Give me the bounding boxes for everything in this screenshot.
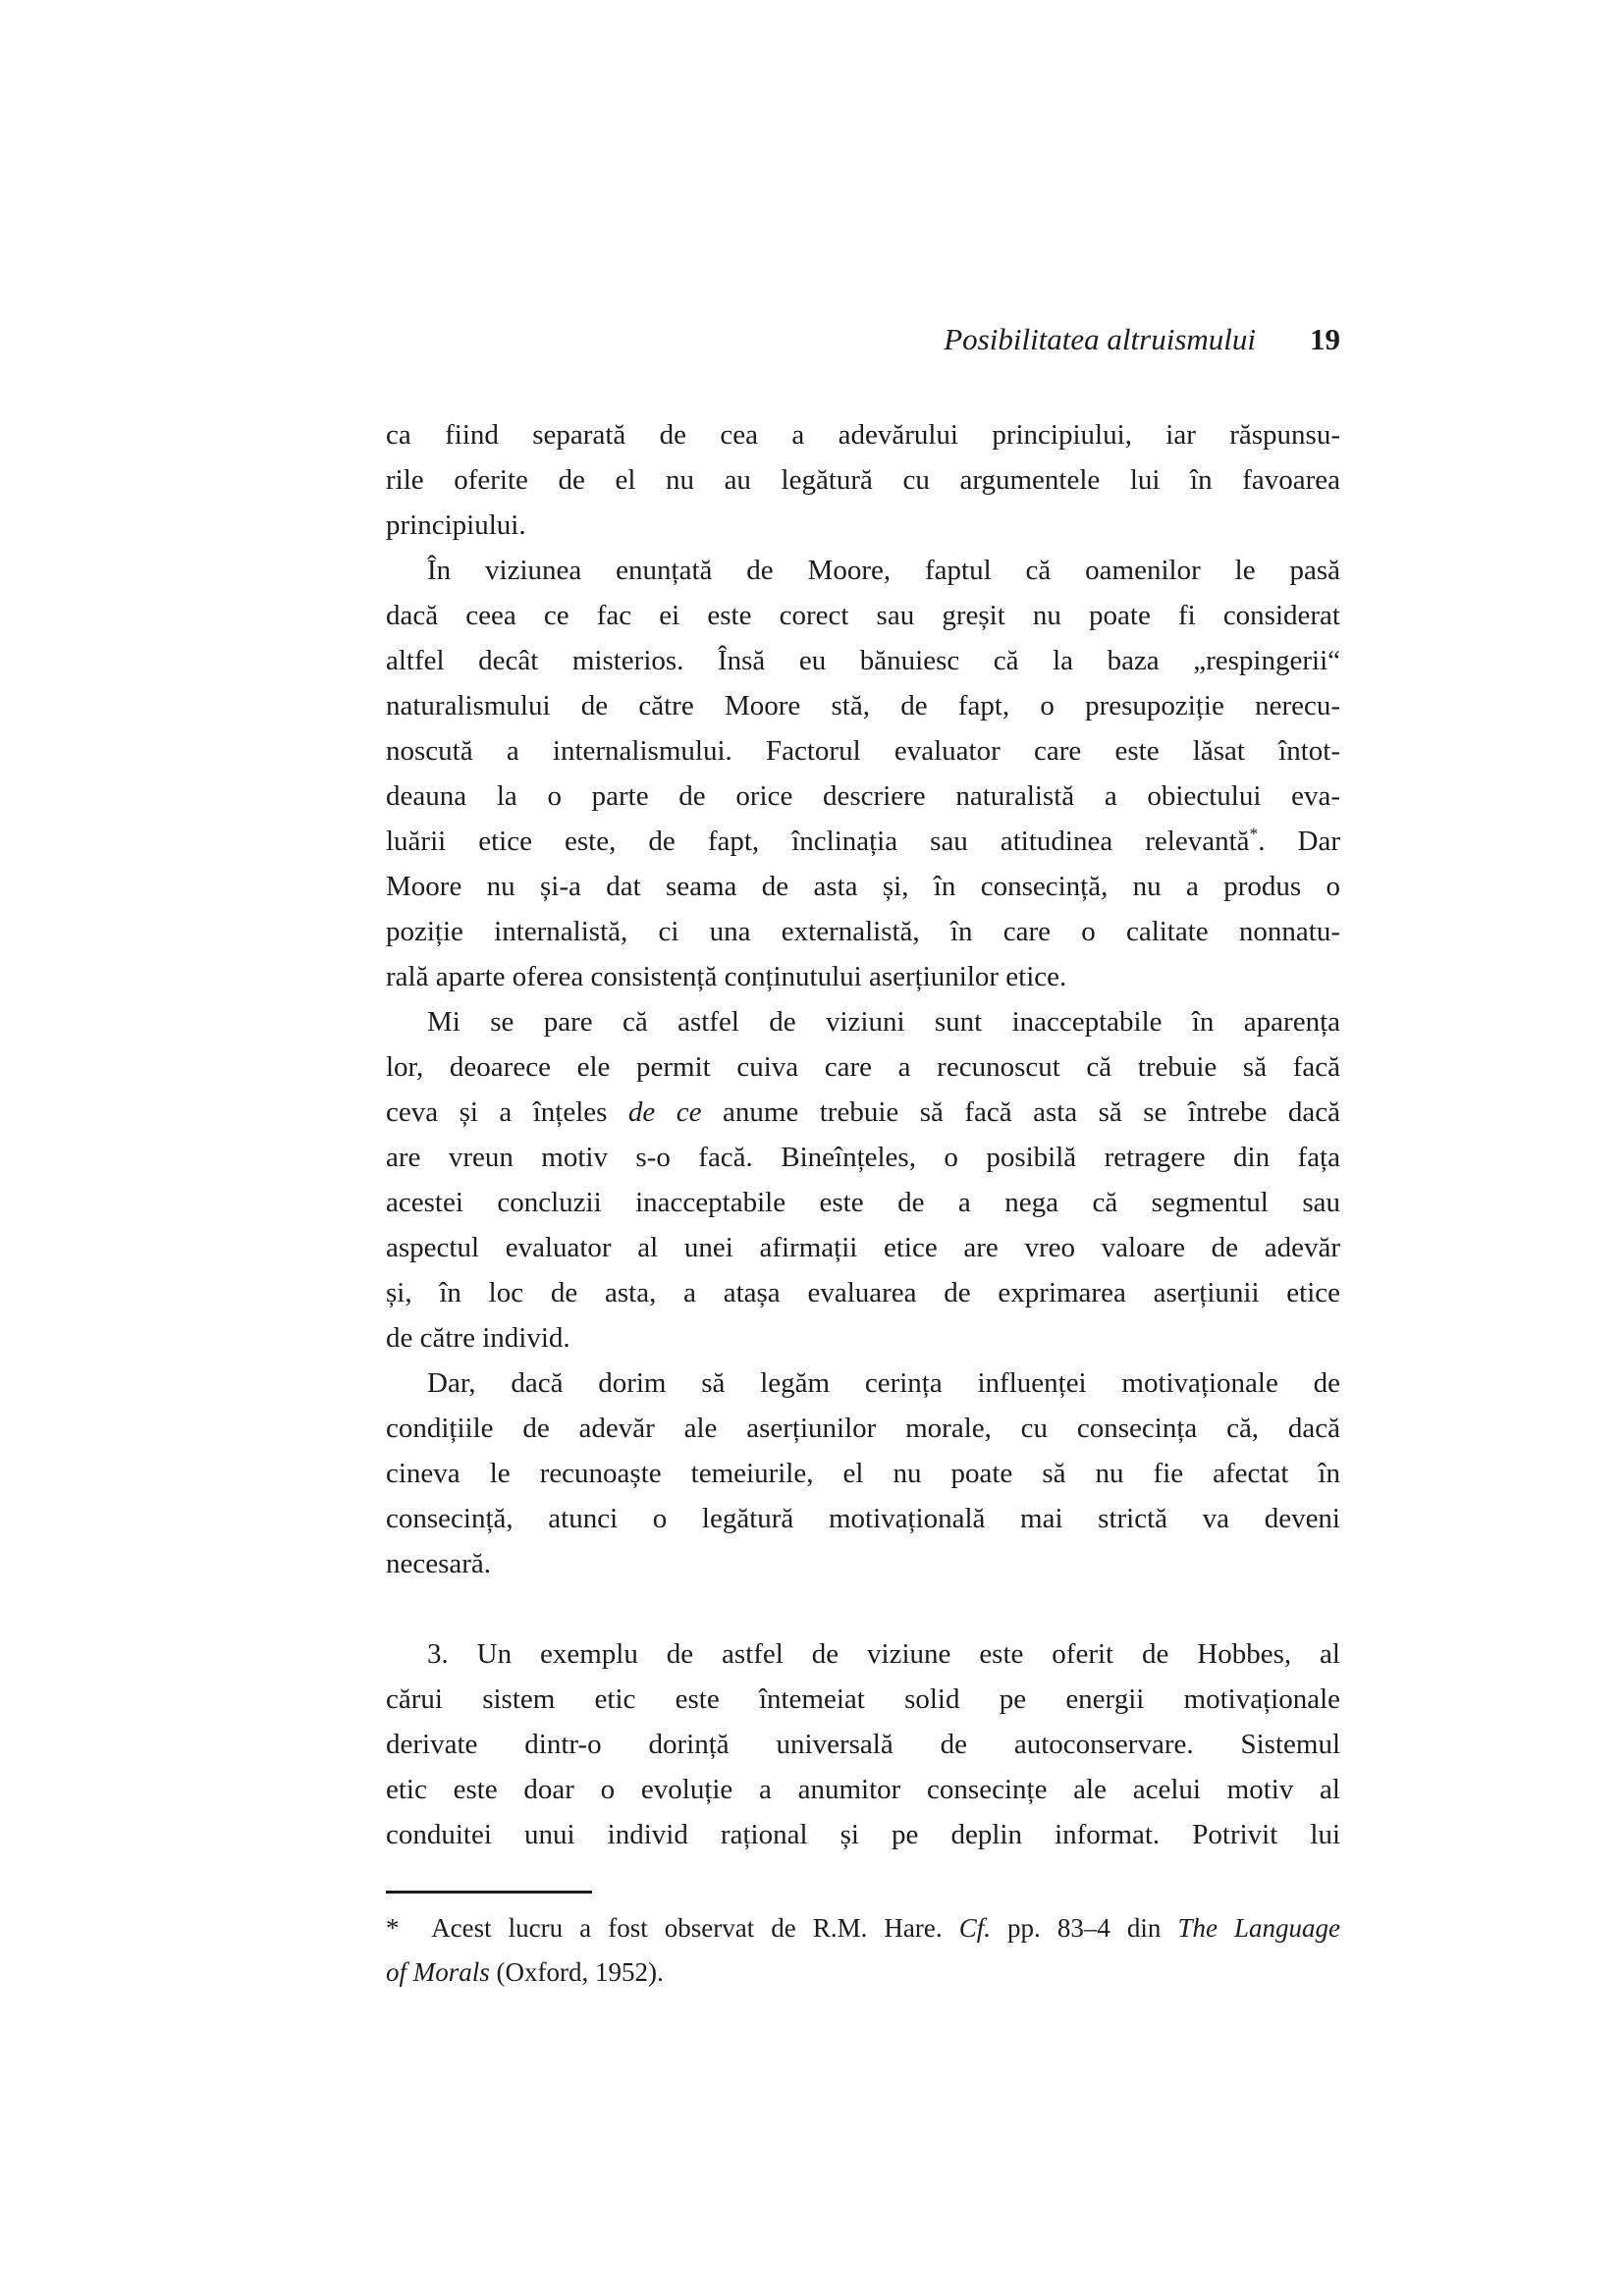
body-line: rile oferite de el nu au legătură cu argumentele lui în favoarea: [386, 464, 1340, 496]
body-line: poziție internalistă, ci una externalistă, în care o calitate nonnatu-: [386, 916, 1340, 947]
footnote-rule: [386, 1891, 592, 1894]
body-line: ceva și a înțeles de ce anume trebuie să facă asta să se întrebe dacă: [386, 1096, 1340, 1128]
body-line: aspectul evaluator al unei afirmații etice are vreo valoare de adevăr: [386, 1232, 1340, 1263]
body-line: condițiile de adevăr ale aserțiunilor morale, cu consecința că, dacă: [386, 1413, 1340, 1444]
body-line: necesară.: [386, 1548, 492, 1579]
running-header: [386, 320, 1340, 359]
body-line: consecință, atunci o legătură motivațională mai strictă va deveni: [386, 1503, 1340, 1534]
body-line: și, în loc de asta, a atașa evaluarea de exprimarea aserțiunii etice: [386, 1277, 1340, 1308]
body-line: principiului.: [386, 509, 526, 541]
body-line: etic este doar o evoluție a anumitor consecințe ale acelui motiv al: [386, 1774, 1340, 1805]
footnote-line: * Acest lucru a fost observat de R.M. Hare. Cf. pp. 83–4 din The Language: [386, 1913, 1340, 1943]
body-line: Dar, dacă dorim să legăm cerința influenței motivaționale de: [427, 1367, 1340, 1399]
body-line: rală aparte oferea consistență conținutului aserțiunilor etice.: [386, 961, 1067, 992]
body-line: luării etice este, de fapt, înclinația sau atitudinea relevantă*. Dar: [386, 824, 1340, 857]
body-line: noscută a internalismului. Factorul evaluator care este lăsat întot-: [386, 735, 1340, 767]
page-number: 19: [1310, 322, 1340, 356]
footnote-text: [386, 1906, 1340, 1995]
body-line: dacă ceea ce fac ei este corect sau greșit nu poate fi considerat: [386, 600, 1340, 631]
body-line: de către individ.: [386, 1322, 570, 1354]
body-line: are vreun motiv s-o facă. Bineînțeles, o posibilă retragere din fața: [386, 1142, 1340, 1173]
body-line: cărui sistem etic este întemeiat solid pe energii motivaționale: [386, 1683, 1340, 1715]
body-line: ca fiind separată de cea a adevărului principiului, iar răspunsu-: [386, 419, 1340, 451]
body-line: naturalismului de către Moore stă, de fapt, o presupoziție nerecu-: [386, 690, 1340, 721]
body-line: altfel decât misterios. Însă eu bănuiesc că la baza „respingerii“: [386, 645, 1340, 676]
body-line: cineva le recunoaște temeiurile, el nu poate să nu fie afectat în: [386, 1458, 1340, 1489]
body-line: lor, deoarece ele permit cuiva care a recunoscut că trebuie să facă: [386, 1051, 1340, 1083]
body-line: acestei concluzii inacceptabile este de a nega că segmentul sau: [386, 1187, 1340, 1218]
running-header-title: Posibilitatea altruismului: [944, 322, 1256, 356]
body-line: conduitei unui individ rațional și pe deplin informat. Potrivit lui: [386, 1819, 1340, 1850]
body-line: Moore nu și-a dat seama de asta și, în consecință, nu a produs o: [386, 871, 1340, 902]
body-line: În viziunea enunțată de Moore, faptul că oamenilor le pasă: [427, 555, 1340, 586]
body-text: [386, 412, 1340, 1857]
body-line: derivate dintr-o dorință universală de autoconservare. Sistemul: [386, 1729, 1340, 1760]
footnote-line: of Morals (Oxford, 1952).: [386, 1957, 664, 1987]
body-line: Mi se pare că astfel de viziuni sunt inacceptabile în aparența: [427, 1006, 1340, 1038]
body-line: 3. Un exemplu de astfel de viziune este oferit de Hobbes, al: [427, 1638, 1340, 1670]
body-line: deauna la o parte de orice descriere naturalistă a obiectului eva-: [386, 780, 1340, 812]
